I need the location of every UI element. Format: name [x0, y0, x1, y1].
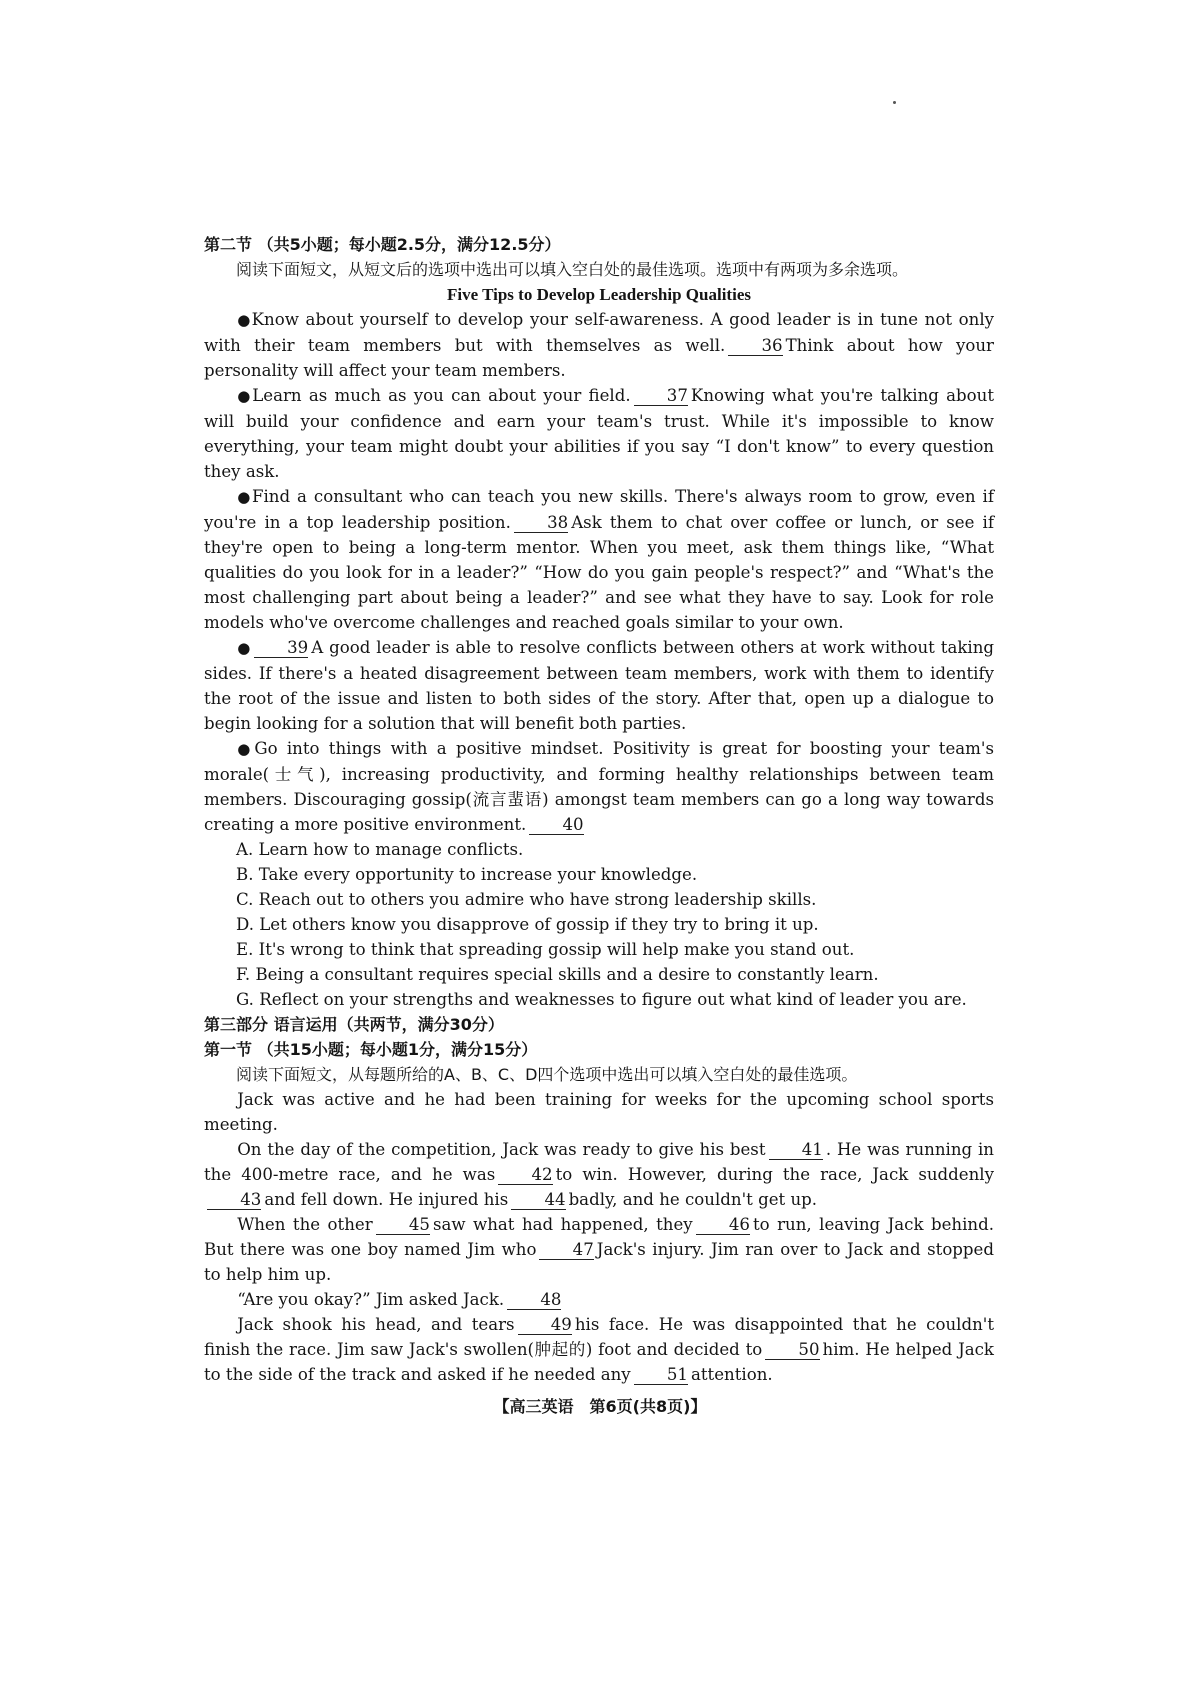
blank-36: 36	[728, 336, 782, 356]
blank-47: 47	[539, 1240, 593, 1260]
blank-50: 50	[765, 1340, 819, 1360]
blank-42: 42	[498, 1165, 552, 1185]
part3-instruction: 阅读下面短文，从每题所给的A、B、C、D四个选项中选出可以填入空白处的最佳选项。	[236, 1065, 858, 1084]
paragraph-36: ●Know about yourself to develop your self-awareness. A good leader is in tune not only with their team members but with themselves as well. 36 Think about how your personality will affect your team members.	[204, 310, 994, 380]
blank-48: 48	[507, 1290, 561, 1310]
option-g: G. Reflect on your strengths and weaknesses to figure out what kind of leader you are.	[236, 990, 967, 1009]
blank-37: 37	[634, 386, 688, 406]
option-a: A. Learn how to manage conflicts.	[236, 840, 524, 859]
option-d: D. Let others know you disapprove of gossip if they try to bring it up.	[236, 915, 819, 934]
section2-instruction: 阅读下面短文，从短文后的选项中选出可以填入空白处的最佳选项。选项中有两项为多余选项。	[236, 260, 909, 279]
cloze-paragraph-1: Jack was active and he had been training for weeks for the upcoming school sports meeting.	[204, 1090, 994, 1134]
cloze-paragraph-5: Jack shook his head, and tears 49 his face. He was disappointed that he couldn't finish the race. Jim saw Jack's swollen(肿起的) foot and decided to 50 him. He helped Jack to the side of the track and asked if he needed any 51 attention.	[204, 1315, 994, 1384]
page-content	[204, 232, 994, 1387]
paragraph-39: ● 39 A good leader is able to resolve conflicts between others at work without taking sides. If there's a heated disagreement between team members, work with them to identify the root of the issue and listen to both sides of the story. After that, open up a dialogue to begin looking for a solution that will benefit both parties.	[204, 638, 995, 733]
page-footer: 【高三英语 第6页(共8页)】	[493, 1397, 707, 1416]
cloze-paragraph-3: When the other 45 saw what had happened, they 46 to run, leaving Jack behind. But there was one boy named Jim who 47 Jack's injury. Jim ran over to Jack and stopped to help him up.	[204, 1215, 994, 1284]
option-b: B. Take every opportunity to increase your knowledge.	[236, 865, 698, 884]
option-f: F. Being a consultant requires special skills and a desire to constantly learn.	[236, 965, 879, 984]
bullet-icon: ●	[237, 488, 252, 506]
part3-sub-heading: 第一节 （共15小题；每小题1分，满分15分）	[204, 1040, 538, 1059]
part3-heading: 第三部分 语言运用（共两节，满分30分）	[204, 1015, 504, 1034]
blank-51: 51	[634, 1365, 688, 1385]
bullet-icon: ●	[237, 387, 253, 405]
bullet-icon: ●	[237, 639, 251, 657]
blank-45: 45	[376, 1215, 430, 1235]
cloze-paragraph-4: “Are you okay?” Jim asked Jack. 48	[237, 1290, 562, 1309]
option-e: E. It's wrong to think that spreading gossip will help make you stand out.	[236, 940, 855, 959]
paragraph-38: ●Find a consultant who can teach you new skills. There's always room to grow, even if you're in a top leadership position. 38 Ask them to chat over coffee or lunch, or see if they're open to being a long-term mentor. When you meet, ask them things like, “What qualities do you look for in a leader?” “How do you gain people's respect?” and “What's the most challenging part about being a leader?” and see what they have to say. Look for role models who've overcome challenges and reached goals similar to your own.	[204, 487, 994, 632]
blank-38: 38	[514, 513, 568, 533]
cloze-paragraph-2: On the day of the competition, Jack was ready to give his best 41 . He was running in the 400-metre race, and he was 42 to win. However, during the race, Jack suddenly43 and fell down. He injured his 44 badly, and he couldn't get up.	[204, 1140, 994, 1209]
section2-heading: 第二节 （共5小题；每小题2.5分，满分12.5分）	[204, 235, 561, 254]
blank-46: 46	[696, 1215, 750, 1235]
blank-49: 49	[518, 1315, 572, 1335]
blank-40: 40	[529, 815, 583, 835]
paragraph-40: ●Go into things with a positive mindset. Positivity is great for boosting your team's morale(士气), increasing productivity, and forming healthy relationships between team members. Discouraging gossip(流言蜚语) amongst team members can go a long way towards creating a more positive environment. 40	[204, 739, 994, 834]
bullet-icon: ●	[237, 311, 252, 329]
blank-39: 39	[254, 638, 308, 658]
paragraph-37: ●Learn as much as you can about your field. 37 Knowing what you're talking about will build your confidence and earn your team's trust. While it's impossible to know everything, your team might doubt your abilities if you say “I don't know” to every question they ask.	[204, 386, 994, 481]
option-c: C. Reach out to others you admire who have strong leadership skills.	[236, 890, 817, 909]
bullet-icon: ●	[237, 740, 255, 758]
scan-speck	[893, 101, 896, 104]
blank-43: 43	[207, 1190, 261, 1210]
passage-title: Five Tips to Develop Leadership Qualities	[447, 285, 751, 304]
blank-44: 44	[511, 1190, 565, 1210]
blank-41: 41	[769, 1140, 823, 1160]
